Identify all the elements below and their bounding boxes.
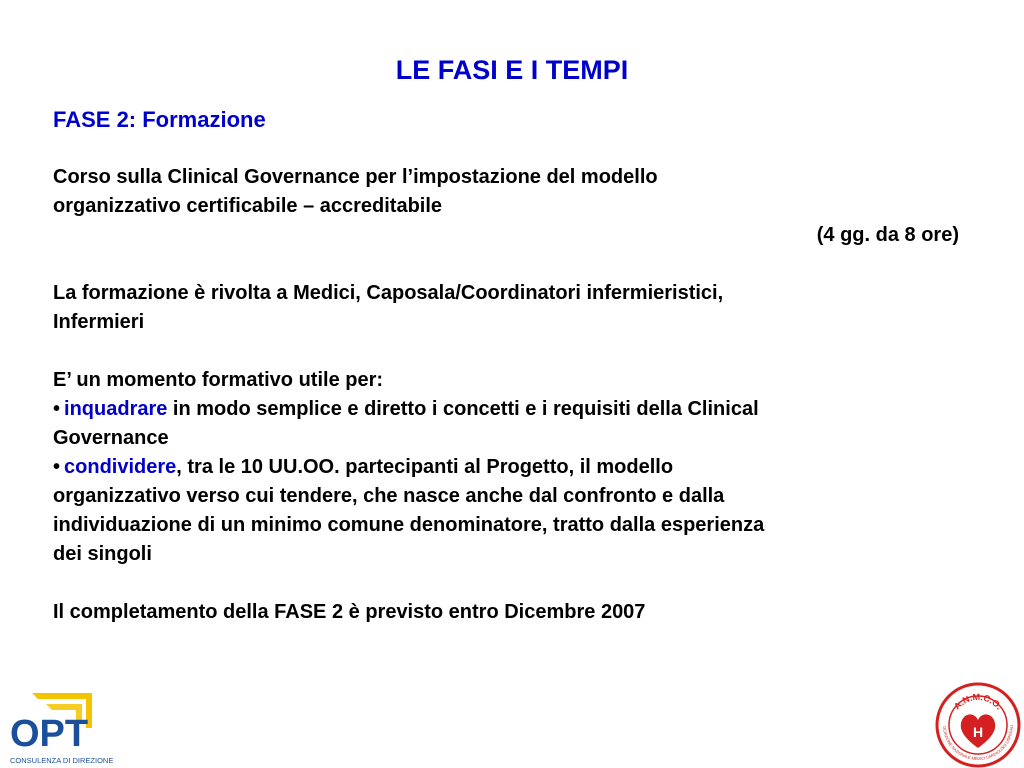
bullet-item-inquadrare [53, 395, 983, 424]
bullet-continuation: dei singoli [53, 543, 152, 565]
course-line-2: organizzativo certificabile – accreditabile [53, 195, 443, 217]
bullet-continuation: organizzativo verso cui tendere, che nasce anche dal confronto e dalla [53, 485, 725, 507]
anmco-logo-center: H [972, 724, 984, 740]
audience-line-1: La formazione è rivolta a Medici, Caposala/Coordinatori infermieristici, [53, 282, 724, 304]
bullet-item-condividere [53, 453, 983, 482]
purpose-intro: E’ un momento formativo utile per: [53, 369, 384, 391]
bullet-continuation: individuazione di un minimo comune denominatore, tratto dalla esperienza [53, 514, 765, 536]
bullet-text: , tra le 10 UU.OO. partecipanti al Progetto, il modello [176, 456, 674, 478]
bullet-glyph: • [53, 398, 61, 420]
bullet-text: in modo semplice e diretto i concetti e i requisiti della Clinical [167, 398, 759, 420]
course-line-1: Corso sulla Clinical Governance per l’impostazione del modello [53, 166, 658, 188]
bullet-glyph: • [53, 456, 61, 478]
slide-body [53, 105, 983, 627]
opt-logo-tagline: CONSULENZA DI DIREZIONE [10, 756, 114, 765]
audience-line-2: Infermieri [53, 311, 145, 333]
closing-statement: Il completamento della FASE 2 è previsto entro Dicembre 2007 [53, 601, 646, 623]
anmco-logo-name: A.N.M.C.O. [951, 691, 1005, 712]
anmco-logo-ring-text: OCIAZIONE NAZIONALE MEDICI CARDIOLOGI OSPEDALI [941, 724, 1015, 762]
opt-logo [6, 690, 136, 766]
slide-title: LE FASI E I TEMPI [395, 55, 629, 85]
course-duration: (4 gg. da 8 ore) [816, 224, 959, 246]
phase-heading: FASE 2: Formazione [53, 107, 266, 132]
anmco-logo [934, 682, 1022, 768]
bullet-continuation: Governance [53, 427, 169, 449]
bullet-keyword: condividere [64, 456, 177, 478]
opt-logo-name: OPT [10, 713, 89, 755]
bullet-keyword: inquadrare [64, 398, 168, 420]
